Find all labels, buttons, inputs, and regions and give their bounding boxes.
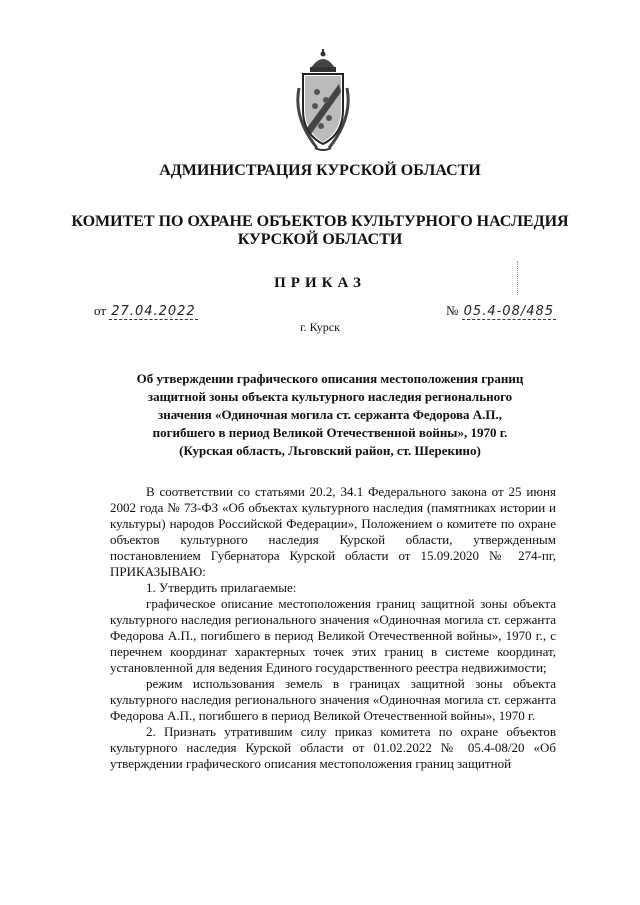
subject-line-5: (Курская область, Льговский район, ст. Шерекино) [179,443,481,458]
coat-of-arms-emblem [293,48,353,152]
preamble-paragraph: В соответствии со статьями 20.2, 34.1 Федерального закона от 25 июня 2002 года № 73-ФЗ «Об объектах культурного наследия (памятниках истории и культуры) народов Российской Федерации», Положением о комитете по охране объектов культурного наследия Курской области, утвержденным постановлением Губернатора Курской области от 15.09.2020 № 274-пг, ПРИКАЗЫВАЮ: [110,484,556,579]
subject-line-1: Об утверждении графического описания местоположения границ [136,371,524,386]
document-type-heading: ПРИКАЗ [274,275,366,291]
clause-1-heading: 1. Утвердить прилагаемые: [146,580,297,595]
subject-line-3: значения «Одиночная могила ст. сержанта Федорова А.П., [157,407,503,422]
committee-title [0,213,640,249]
number-prefix: № [446,303,459,318]
order-date [94,303,198,320]
committee-title-line1: КОМИТЕТ ПО ОХРАНЕ ОБЪЕКТОВ КУЛЬТУРНОГО НАСЛЕДИЯ [71,213,569,230]
administration-title: АДМИНИСТРАЦИЯ КУРСКОЙ ОБЛАСТИ [159,162,481,179]
clause-1-item-land-use-regime: режим использования земель в границах защитной зоны объекта культурного наследия регионального значения «Одиночная могила ст. сержанта Федорова А.П., погибшего в период Великой Отечественной войны», 1970 г. [110,676,556,723]
date-value: 27.04.2022 [111,304,196,319]
order-subject [110,370,550,460]
margin-mark [517,261,520,295]
clause-1-item-graphic-description: графическое описание местоположения границ защитной зоны объекта культурного наследия регионального значения «Одиночная могила ст. сержанта Федорова А.П., погибшего в период Великой Отечественной войны», 1970 г., с перечнем координат характерных точек этих границ в системе координат, установленной для ведения Единого государственного реестра недвижимости; [110,596,556,675]
subject-line-4: погибшего в период Великой Отечественной войны», 1970 г. [152,425,508,440]
order-number [446,303,556,320]
subject-line-2: защитной зоны объекта культурного наследия регионального [147,389,513,404]
clause-2-paragraph: 2. Признать утратившим силу приказ комитета по охране объектов культурного наследия Курской области от 01.02.2022 № 05.4-08/20 «Об утверждении графического описания местоположения границ защитной [110,724,556,771]
city-name: г. Курск [300,320,340,334]
date-prefix: от [94,303,107,318]
number-value: 05.4-08/485 [463,304,555,319]
committee-title-line2: КУРСКОЙ ОБЛАСТИ [237,231,403,248]
order-body [110,484,556,772]
